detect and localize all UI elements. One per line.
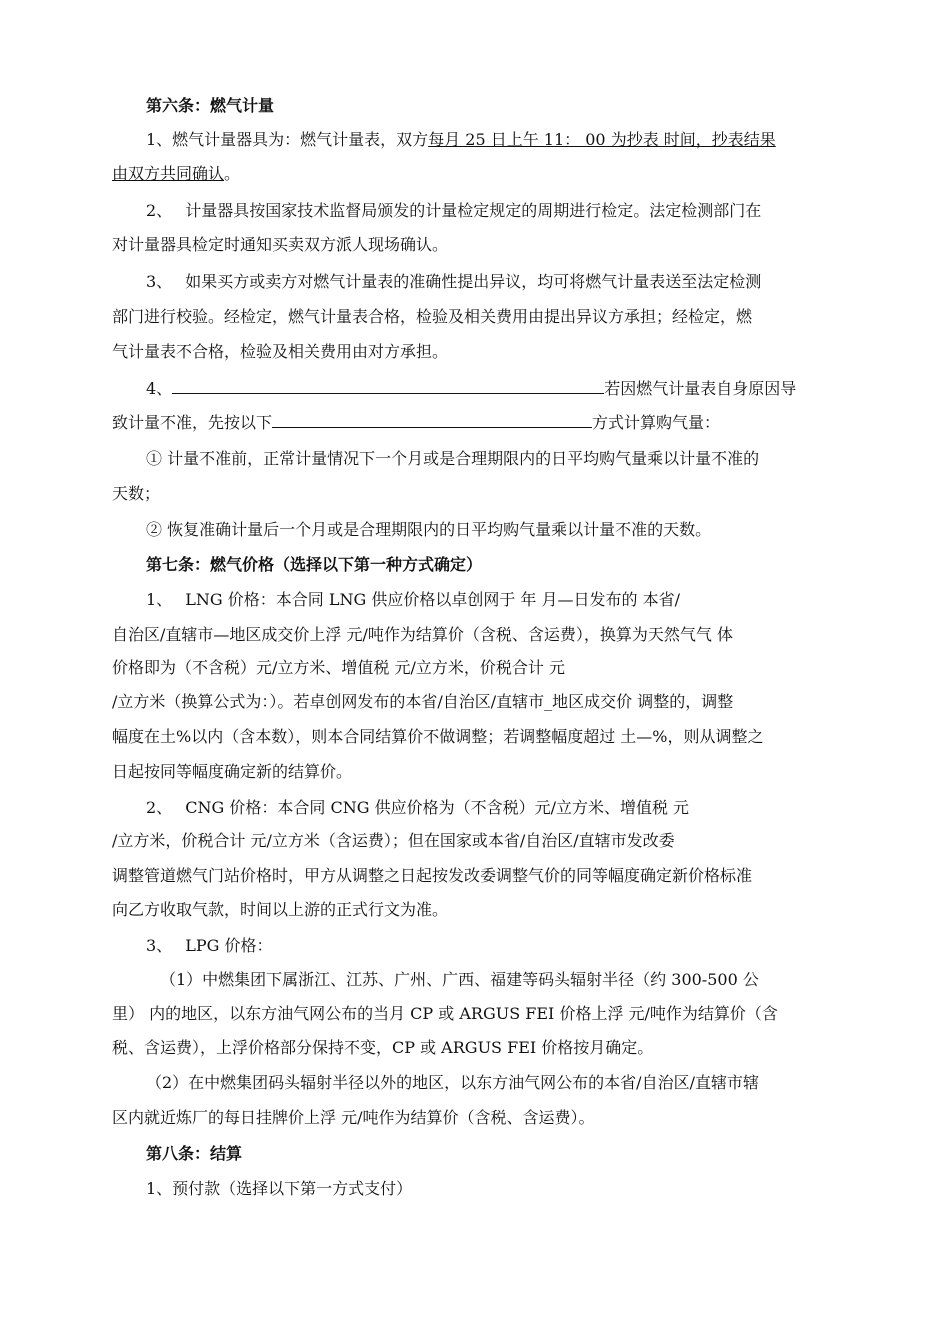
section6-p1-line1 — [146, 128, 846, 152]
section8-p1: 1、预付款（选择以下第一方式支付） — [146, 1179, 413, 1198]
section7-heading: 第七条：燃气价格（选择以下第一种方式确定） — [146, 555, 483, 574]
fill-blank-2 — [272, 411, 592, 428]
section6-item1-line2: 天数； — [112, 484, 161, 503]
p4-line2-suffix: 方式计算购气量： — [592, 413, 721, 432]
section6-p3-line2: 部门进行校验。经检定，燃气计量表合格，检验及相关费用由提出异议方承担；经检定，燃 — [112, 307, 753, 326]
lng-line4: /立方米（换算公式为：）。若卓创网发布的本省/自治区/直辖市_地区成交价 调整的，调整 — [112, 692, 734, 711]
cng-line2: /立方米，价税合计 元/立方米（含运费）；但在国家或本省/自治区/直辖市发改委 — [112, 831, 675, 850]
fill-blank — [172, 377, 604, 394]
lpg-a-line3: 税、含运费），上浮价格部分保持不变，CP 或 ARGUS FEI 价格按月确定。 — [112, 1038, 654, 1057]
p4-line2-prefix: 致计量不准，先按以下 — [112, 413, 273, 432]
lpg-a-line1: （1）中燃集团下属浙江、江苏、广州、广西、福建等码头辐射半径（约 300-500 公 — [160, 970, 759, 989]
cng-line1: 2、 CNG 价格：本合同 CNG 供应价格为（不含税）元/立方米、增值税 元 — [146, 798, 690, 817]
p1-underlined-text-2: 由双方共同确认 — [112, 164, 225, 183]
lpg-b-line2: 区内就近炼厂的每日挂牌价上浮 元/吨作为结算价（含税、含运费）。 — [112, 1108, 595, 1127]
lng-line1: 1、 LNG 价格：本合同 LNG 供应价格以卓创网于 年 月—日发布的 本省/ — [146, 590, 680, 609]
lng-line6: 日起按同等幅度确定新的结算价。 — [112, 762, 353, 781]
section6-item1-line1: ① 计量不准前，正常计量情况下一个月或是合理期限内的日平均购气量乘以计量不准的 — [146, 449, 760, 468]
section6-p4-line2 — [112, 411, 847, 435]
section6-p2-line1: 2、 计量器具按国家技术监督局颁发的计量检定规定的周期进行检定。法定检测部门在 — [146, 201, 762, 220]
lng-line5: 幅度在土%以内（含本数），则本合同结算价不做调整；若调整幅度超过 土—%，则从调整之 — [112, 727, 764, 746]
lpg-b-line1: （2）在中燃集团码头辐射半径以外的地区，以东方油气网公布的本省/自治区/直辖市辖 — [146, 1073, 759, 1092]
section6-p4-line1 — [146, 377, 846, 401]
cng-line3: 调整管道燃气门站价格时，甲方从调整之日起按发改委调整气价的同等幅度确定新价格标准 — [112, 866, 753, 885]
section6-heading: 第六条：燃气计量 — [146, 96, 275, 115]
section6-item2: ② 恢复准确计量后一个月或是合理期限内的日平均购气量乘以计量不准的天数。 — [146, 520, 712, 539]
lng-line2: 自治区/直辖市—地区成交价上浮 元/吨作为结算价（含税、含运费），换算为天然气气 体 — [112, 625, 733, 644]
p4-suffix: 若因燃气计量表自身原因导 — [604, 379, 797, 398]
section6-p3-line1: 3、 如果买方或卖方对燃气计量表的准确性提出异议，均可将燃气计量表送至法定检测 — [146, 272, 762, 291]
section6-p3-line3: 气计量表不合格，检验及相关费用由对方承担。 — [112, 342, 449, 361]
lpg-line1: 3、 LPG 价格： — [146, 936, 273, 955]
section6-p2-line2: 对计量器具检定时通知买卖双方派人现场确认。 — [112, 235, 449, 254]
lng-line3: 价格即为（不含税）元/立方米、增值税 元/立方米，价税合计 元 — [112, 658, 565, 677]
section8-heading: 第八条：结算 — [146, 1144, 243, 1163]
p1-prefix: 1、燃气计量器具为：燃气计量表，双方 — [146, 130, 429, 149]
lpg-a-line2: 里） 内的地区，以东方油气网公布的当月 CP 或 ARGUS FEI 价格上浮 元/吨作为结算价（含 — [112, 1004, 778, 1023]
p1-underlined-text: 每月 25 日上午 11： 00 为抄表 时间，抄表结果 — [428, 130, 776, 149]
section6-p1-line2 — [112, 162, 847, 186]
cng-line4: 向乙方收取气款，时间以上游的正式行文为准。 — [112, 900, 449, 919]
p1-end: 。 — [224, 164, 241, 183]
p4-prefix: 4、 — [146, 379, 173, 398]
